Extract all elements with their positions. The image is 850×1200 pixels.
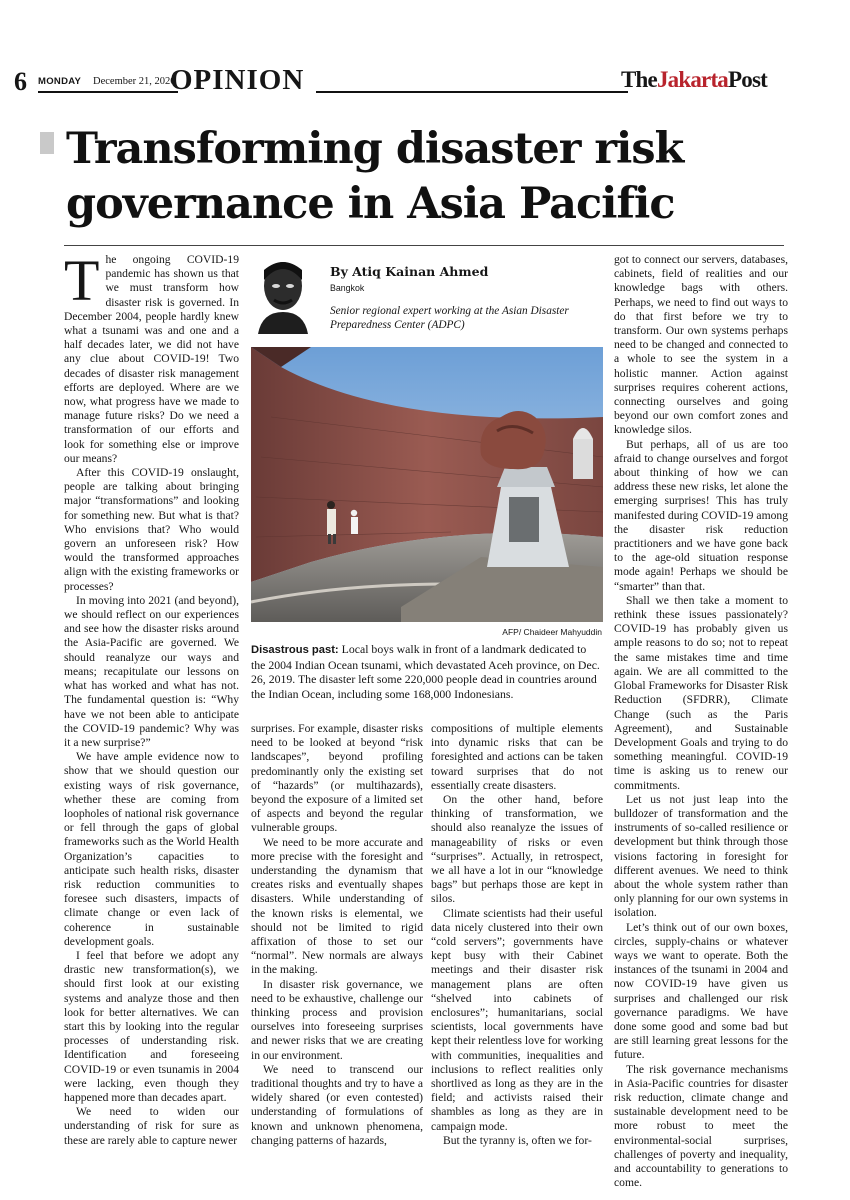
issue-date: December 21, 2020 bbox=[93, 76, 176, 87]
caption-text: Local boys walk in front of a landmark dedicated to the 2004 Indian Ocean tsunami, which devastated Aceh province, on Dec. 26, 2019. The disaster left some 220,000 people dead in countries around the Indian Ocean, including some 168,000 Indonesians. bbox=[251, 642, 600, 701]
headline-line-2: governance in Asia Pacific bbox=[66, 179, 675, 229]
paragraph: We need to transcend our traditional thoughts and try to have a widely shared (or even contested) understanding of formulations of known and unknown phenomena, changing patterns of hazards, bbox=[251, 1062, 423, 1147]
paragraph: Climate scientists had their useful data nicely clustered into their own “cold servers”; governments have kept busy with their Cabinet meetings and their disaster risk management plans are often “shelved into cabinets of enclosures”; humanitarians, social scientists, local governments have kept their relentless love for working with communities, inequalities and inclusions to reflect realities only shortlived as long as they are in the field; and activists raised their shambles as long as they are in campaign mode. bbox=[431, 906, 603, 1133]
paragraph: In disaster risk governance, we need to be exhaustive, challenge our thinking process and provision ourselves into foreseeing surprises and newer risks that we are creating in our environment. bbox=[251, 977, 423, 1062]
masthead-rule-left bbox=[38, 91, 178, 93]
page-number: 6 bbox=[14, 67, 27, 96]
author-location: Bangkok bbox=[330, 283, 365, 293]
logo-the: The bbox=[621, 67, 657, 92]
tsunami-memorial-photo bbox=[251, 347, 603, 622]
drop-cap: T bbox=[64, 248, 100, 313]
author-role: Senior regional expert working at the Asian Disaster Preparedness Center (ADPC) bbox=[330, 305, 569, 331]
article-column-4 bbox=[614, 253, 788, 1190]
paragraph: Let’s think out of our own boxes, circles, supply-chains or whatever ways we want to operate. Both the instances of the tsunami in 2004 and now COVID-19 have given us surprises and challenged our risk governance paradigms. We have done some good and some bad but are still learning great lessons for the future. bbox=[614, 920, 788, 1062]
paragraph: On the other hand, before thinking of transformation, we should also reanalyze the issues of manageability of risks or even “surprises”. Actually, in retrospect, we all have a lot in our “knowledge bags” but perhaps those are kept in silos. bbox=[431, 793, 603, 906]
paragraph: We have ample evidence now to show that we should question our existing ways of risk governance, whether these are coming from loopholes of national risk governance or fell through the gaps of global frameworks such as the World Health Organization’s capacities to anticipate such health risks, disaster risk reduction communities to foresee such disasters, impacts of climate change or even lack of coherence in sustainable development goals. bbox=[64, 750, 239, 948]
author-portrait bbox=[252, 256, 314, 334]
paragraph: The ongoing COVID-19 pandemic has shown us that we must transform how disaster risk is governed. In December 2004, people hardly knew what a tsunami was and one and a half decades later, we did not have any clue about COVID-19! Two decades of disaster risk management efforts are deployed. Where are we now, what progress have we made to manage future risks? Do we need a transformation of our efforts and look for something else or improve our means? bbox=[64, 248, 239, 465]
paragraph: We need to be more accurate and more precise with the foresight and understanding the dynamism that creates risks and eventually shapes disasters. While understanding of the known risks is elemental, we should not be limited to rigid affixation of those to set our “normal”. New normals are always in the making. bbox=[251, 835, 423, 977]
article-column-2 bbox=[251, 722, 423, 1148]
masthead bbox=[14, 62, 814, 102]
author-name: By Atiq Kainan Ahmed bbox=[330, 264, 489, 279]
paragraph: Let us not just leap into the bulldozer of transformation and the instruments of so-called resilience or development but think through those visions factoring in foresight for different avenues. We need to think about the whole system rather than only planning for our own systems in isolation. bbox=[614, 792, 788, 920]
paragraph: I feel that before we adopt any drastic new transformation(s), we should first look at our existing systems and analyze those and then look for better alternatives. We can start this by looking into the regular processes of understanding risk. Identification and foreseeing COVID-19 or even tsunamis in 2004 were lacking, even though they happened more than decades apart. bbox=[64, 948, 239, 1104]
paragraph: compositions of multiple elements into dynamic risks that can be foresighted and actions can be taken toward surprises that do not essentially create disasters. bbox=[431, 722, 603, 792]
paragraph: Shall we then take a moment to rethink these issues passionately? COVID-19 has probably given us ample reasons to do so; not to repeat the same mistakes time and time again. We are all committed to the Global Frameworks for Disaster Risk Reduction (SFDRR), Climate Change (such as the Paris Agreement), and Sustainable Development Goals and trying to do something meaningful. COVID-19 time is asking us to renew our commitments. bbox=[614, 593, 788, 792]
headline-marker bbox=[40, 132, 54, 154]
paragraph: got to connect our servers, databases, cabinets, field of realities and our knowledge bags with others. Perhaps, we need to find out ways to do that first before we try to transform. Our own systems perhaps need to be changed and connected to a whole to see the system in a holistic manner. Action against surprises requires coherent actions, connecting ourselves and going beyond our own comfort zones and knowledge silos. bbox=[614, 253, 788, 437]
headline-rule bbox=[64, 245, 784, 246]
issue-day: MONDAY bbox=[38, 76, 82, 87]
section-title: OPINION bbox=[170, 64, 305, 96]
paragraph: surprises. For example, disaster risks need to be looked at beyond “risk landscapes”, beyond profiling predominantly only the existing set of “hazards” (or multihazards), beyond the exposure of a limited set of aspects and beyond the regular vulnerable groups. bbox=[251, 722, 423, 835]
headline-line-1: Transforming disaster risk bbox=[66, 124, 684, 174]
photo-credit: AFP/ Chaideer Mahyuddin bbox=[502, 627, 602, 637]
paragraph: But the tyranny is, often we for- bbox=[443, 1133, 592, 1147]
article-column-1 bbox=[64, 248, 239, 1148]
paragraph: But perhaps, all of us are too afraid to change ourselves and forgot about thinking of how we can address these new risks, let alone the emerging surprises! This has truly manifested during COVID-19 among the disaster risk reduction practitioners and we have gone back to the age-old situation response mode again! Perhaps we should be “smarter” than that. bbox=[614, 437, 788, 593]
paragraph: We need to widen our understanding of risk for sure as these are rarely able to capture newer bbox=[64, 1105, 239, 1147]
paragraph: In moving into 2021 (and beyond), we should reflect on our experiences and see how the disaster risks around the Asia-Pacific are governed. We should reanalyze our ways and means; recapitulate our lessons on what has worked and what has not. The fundamental question is: “Why have we not been able to anticipate the COVID-19 pandemic? Why was it a new surprise?” bbox=[64, 593, 239, 749]
logo-post: Post bbox=[728, 67, 767, 92]
logo-jakarta: Jakarta bbox=[656, 67, 729, 92]
masthead-rule-right bbox=[316, 91, 628, 93]
paragraph: After this COVID-19 onslaught, people are talking about bringing major “transformations” and looking for something new. But what is that? Who envisions that? Who would govern an unforeseen risk? How would the transformed approaches align with the existing frameworks or processes? bbox=[64, 466, 239, 593]
paragraph: The risk governance mechanisms in Asia-Pacific countries for disaster risk reduction, climate change and sustainable development need to be more robust to meet the environmental-social surprises, challenges of poverty and inequality, and accountability to generations to come. bbox=[614, 1062, 788, 1190]
newspaper-logo bbox=[621, 66, 767, 94]
photo-caption bbox=[251, 642, 603, 701]
article-column-3 bbox=[431, 722, 603, 1148]
headline bbox=[66, 122, 766, 232]
caption-lead: Disastrous past: bbox=[251, 644, 339, 656]
